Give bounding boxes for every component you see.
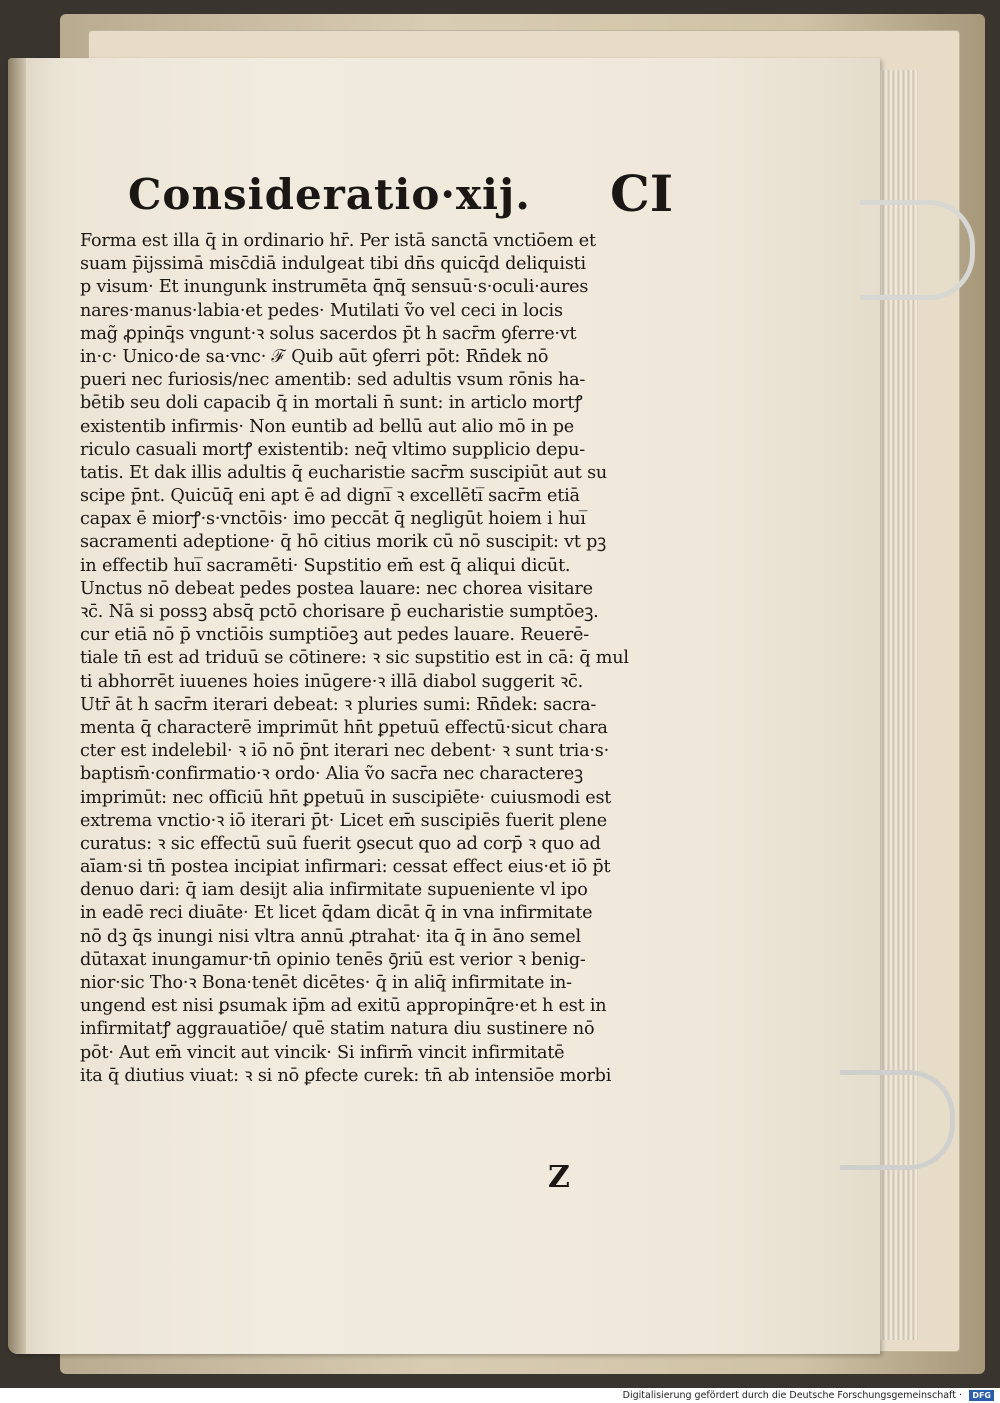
text-line: imprimūt: nec officiū hn̄t ꝑpetuū in suscipiēte· cuiusmodi est <box>80 787 612 808</box>
text-line: nior·sic Tho·ꝛ Bona·tenēt dicētes· q̄ in aliq̄ infirmitate in- <box>80 973 572 993</box>
folio-number: CI <box>610 164 674 223</box>
text-line: dūtaxat inungamur·tn̄ opinio tenēs ꝯ̄riū est verior ꝛ benig- <box>80 949 586 970</box>
page-clip-bottom <box>840 1070 955 1170</box>
text-line: nō dꝫ q̄s inungi nisi vltra annū ꝓtrahat· ita q̄ in āno semel <box>80 926 581 947</box>
text-line: in effectib̄ hui̅ sacramēti· Supstitio em̄ est q̄ aliqui dicūt. <box>80 555 571 576</box>
text-line: denuo dari: q̄ iam desijt alia infirmitate supueniente vl̄ ipo <box>80 880 588 901</box>
text-line: capax ē miorꝭ·s·vnctōis· imo peccāt q̄ negligūt hoiem i hui̅ <box>80 509 586 530</box>
text-line: suam p̄ijssimā misc̄diā indulgeat tibi dn̄s quicq̄d deliquisti <box>80 254 586 275</box>
text-line: scipe p̄nt. Quicūq̄ eni apt̄ ē ad digni̅ ꝛ excellēti̅ sacr̄m etiā <box>80 486 580 507</box>
text-line: pōt· Aut em̄ vincit aut vincik· Si infirm̄ vincit infirmitatē <box>80 1042 565 1063</box>
text-line: sacramenti adeptione· q̄ hō citius morik cū nō suscipit: vt pꝫ <box>80 532 606 553</box>
text-line: ungend̄ est nisi ꝑsumak ip̄m ad exitū appropinq̄re·et h̄ est in <box>80 996 607 1017</box>
text-block <box>80 164 680 1088</box>
text-line: Unctus nō debeat pedes postea lauare: nec chorea visitare <box>80 578 593 599</box>
dfg-logo: DFG <box>969 1390 994 1401</box>
page-heading: Consideratio·xij. <box>128 170 531 219</box>
text-line: infirmitatꝭ aggrauatiōe/ quē statim natura diu sustinere nō <box>80 1019 595 1040</box>
text-line: in eadē reci diuāte· Et licet q̄dam dicāt q̄ in vna infirmitate <box>80 903 593 924</box>
text-line: Forma est illa q̄ in ordinario hr̄. Per istā sanctā vnctiōem et <box>80 231 596 251</box>
page-clip-top <box>860 200 975 300</box>
text-line: curatus: ꝛ sic effectū suū fuerit ꝯsecut̄ quo ad corp̄ ꝛ quo ad <box>80 833 601 854</box>
text-line: tiale tn̄ est ad triduū se cōtinere: ꝛ sic supstitio est in cā: q̄ mul <box>80 648 629 669</box>
text-line: bētib̄ seu doli capacib̄ q̄ in mortali n̄ sunt: in articlo mortꝭ <box>80 393 583 414</box>
text-line: aīam·si tn̄ postea incipiat infirmari: cessat effect̄ eius·et iō p̄t <box>80 857 611 878</box>
text-line: ita q̄ diutius viuat: ꝛ si nō ꝑfecte curek: tn̄ ab intensiōe morbi <box>80 1065 612 1086</box>
text-line: extrema vnctio·ꝛ iō iterari p̄t· Licet em̄ suscipiēs fuerit plene <box>80 810 608 831</box>
body-text <box>80 230 680 1088</box>
text-line: menta q̄ characterē imprimūt hn̄t ꝑpetuū effectū·sicut chara <box>80 717 608 738</box>
text-line: cur etiā nō p̄ vnctiōis sumptiōeꝫ aut pedes lauare. Reuerē- <box>80 625 589 646</box>
footer-credit: Digitalisierung gefördert durch die Deutsche Forschungsgemeinschaft · <box>622 1390 962 1401</box>
text-line: riculo casuali mortꝭ existentib̄: neq̄ vltimo supplicio depu- <box>80 439 585 460</box>
text-line: in·c· Unico·de sa·vnc· ℱ Quib̄ aūt ꝯferri pōt: Rn̄dek nō <box>80 346 549 367</box>
text-line: pueri nec furiosis/nec amentib̄: sed adultis vsum rōnis ha- <box>80 370 586 391</box>
text-line: cter est indelebil̄· ꝛ iō nō p̄nt iterari nec debent· ꝛ sunt tria·s· <box>80 741 609 762</box>
text-line: ꝛc̄. Nā si possꝫ absq̄ pctō chorisare p̄ eucharistie sumptōeꝫ. <box>80 602 599 622</box>
heading-row <box>80 164 680 228</box>
text-line: mag̃ ꝓpinq̄s vngunt·ꝛ solus sacerdos p̄t h̄ sacr̄m ꝯferre·vt <box>80 323 577 344</box>
footer-bar <box>0 1388 1000 1403</box>
text-line: Utr̄ āt h̄ sacr̄m iterari debeat: ꝛ pluries sumi: Rn̄dek: sacra- <box>80 694 597 715</box>
text-line: nares·manus·labia·et pedes· Mutilati ṽo vel ceci in locis <box>80 300 563 321</box>
text-line: ti abhorrēt iuuenes hoies inūgere·ꝛ illā diabol̄ suggerit ꝛc̄. <box>80 671 584 692</box>
text-line: baptism̄·confirmatio·ꝛ ordo· Alia ṽo sacr̄a nec charactereꝫ <box>80 764 583 785</box>
text-line: existentib̄ infirmis· Non euntib̄ ad bellū aut alio mō in pe <box>80 416 575 437</box>
page-gutter <box>8 58 26 1354</box>
text-line: p visum· Et inungunk instrumēta q̄nq̄ sensuū·s·oculi·aures <box>80 277 589 298</box>
text-line: tatis. Et dak illis adultis q̄ eucharistie sacr̄m suscipiūt aut su <box>80 462 608 483</box>
signature-mark: Z <box>548 1160 570 1195</box>
